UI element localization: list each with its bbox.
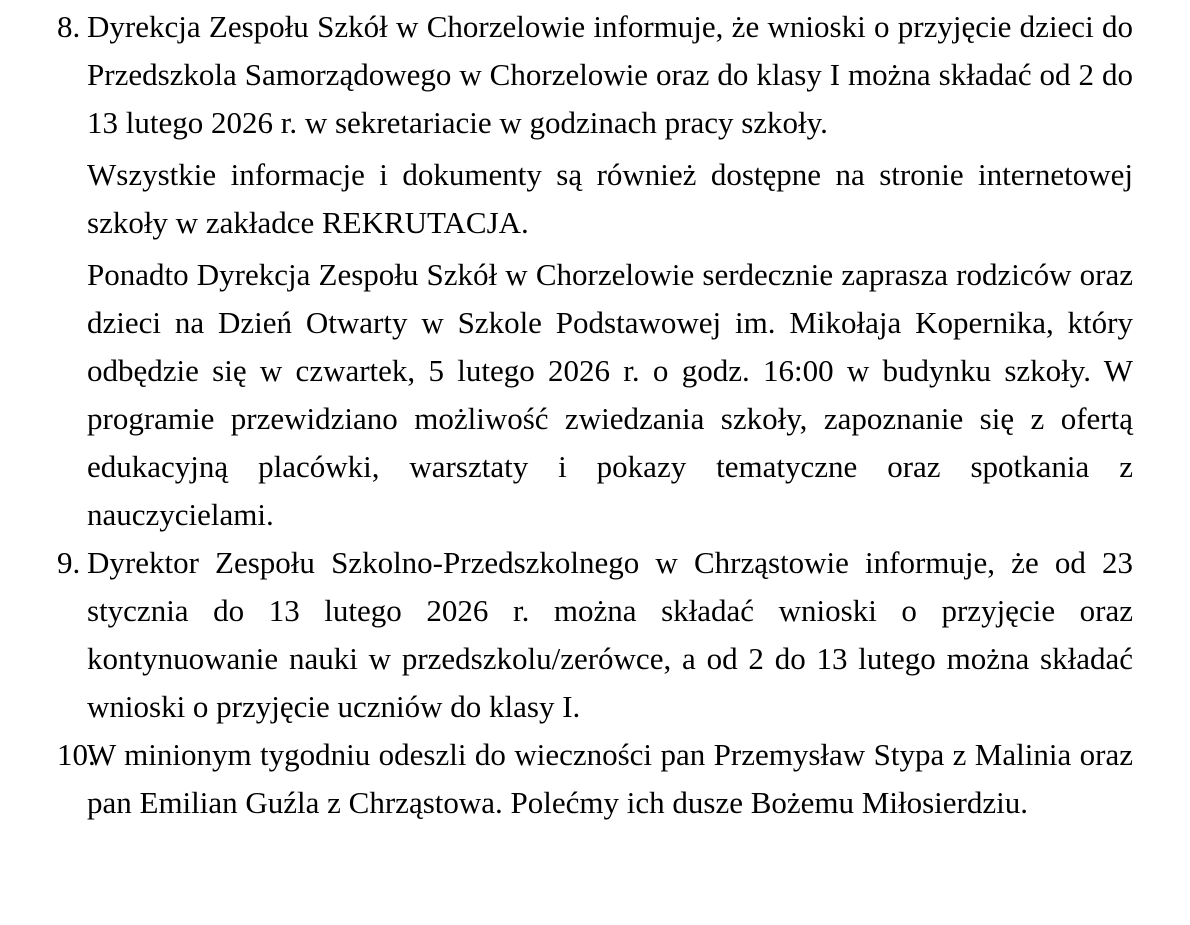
announcement-item-9 (0, 539, 1133, 731)
announcements-document (0, 3, 1190, 827)
item-number: 10. (57, 737, 96, 772)
announcement-item-8 (0, 3, 1133, 539)
item-number: 8. (57, 9, 81, 44)
announcement-paragraph: Dyrekcja Zespołu Szkół w Chorzelowie informuje, że wnioski o przyjęcie dzieci do Przedszkola Samorządowego w Chorzelowie oraz do klasy I można składać od 2 do 13 lutego 2026 r. w sekretariacie w godzinach pracy szkoły. (87, 9, 1133, 140)
announcement-paragraph: W minionym tygodniu odeszli do wieczności pan Przemysław Stypa z Malinia oraz pan Emilian Guźla z Chrząstowa. Polećmy ich dusze Bożemu Miłosierdziu. (87, 737, 1133, 820)
item-number: 9. (57, 545, 81, 580)
announcement-paragraph: Wszystkie informacje i dokumenty są również dostępne na stronie internetowej szkoły w zakładce REKRUTACJA. (87, 157, 1133, 240)
announcement-item-10 (0, 731, 1133, 827)
announcement-paragraph: Ponadto Dyrekcja Zespołu Szkół w Chorzelowie serdecznie zaprasza rodziców oraz dzieci na Dzień Otwarty w Szkole Podstawowej im. Mikołaja Kopernika, który odbędzie się w czwartek, 5 lutego 2026 r. o godz. 16:00 w budynku szkoły. W programie przewidziano możliwość zwiedzania szkoły, zapoznanie się z ofertą edukacyjną placówki, warsztaty i pokazy tematyczne oraz spotkania z nauczycielami. (87, 257, 1133, 532)
announcement-paragraph: Dyrektor Zespołu Szkolno-Przedszkolnego w Chrząstowie informuje, że od 23 stycznia do 13 lutego 2026 r. można składać wnioski o przyjęcie oraz kontynuowanie nauki w przedszkolu/zerówce, a od 2 do 13 lutego można składać wnioski o przyjęcie uczniów do klasy I. (87, 545, 1133, 724)
